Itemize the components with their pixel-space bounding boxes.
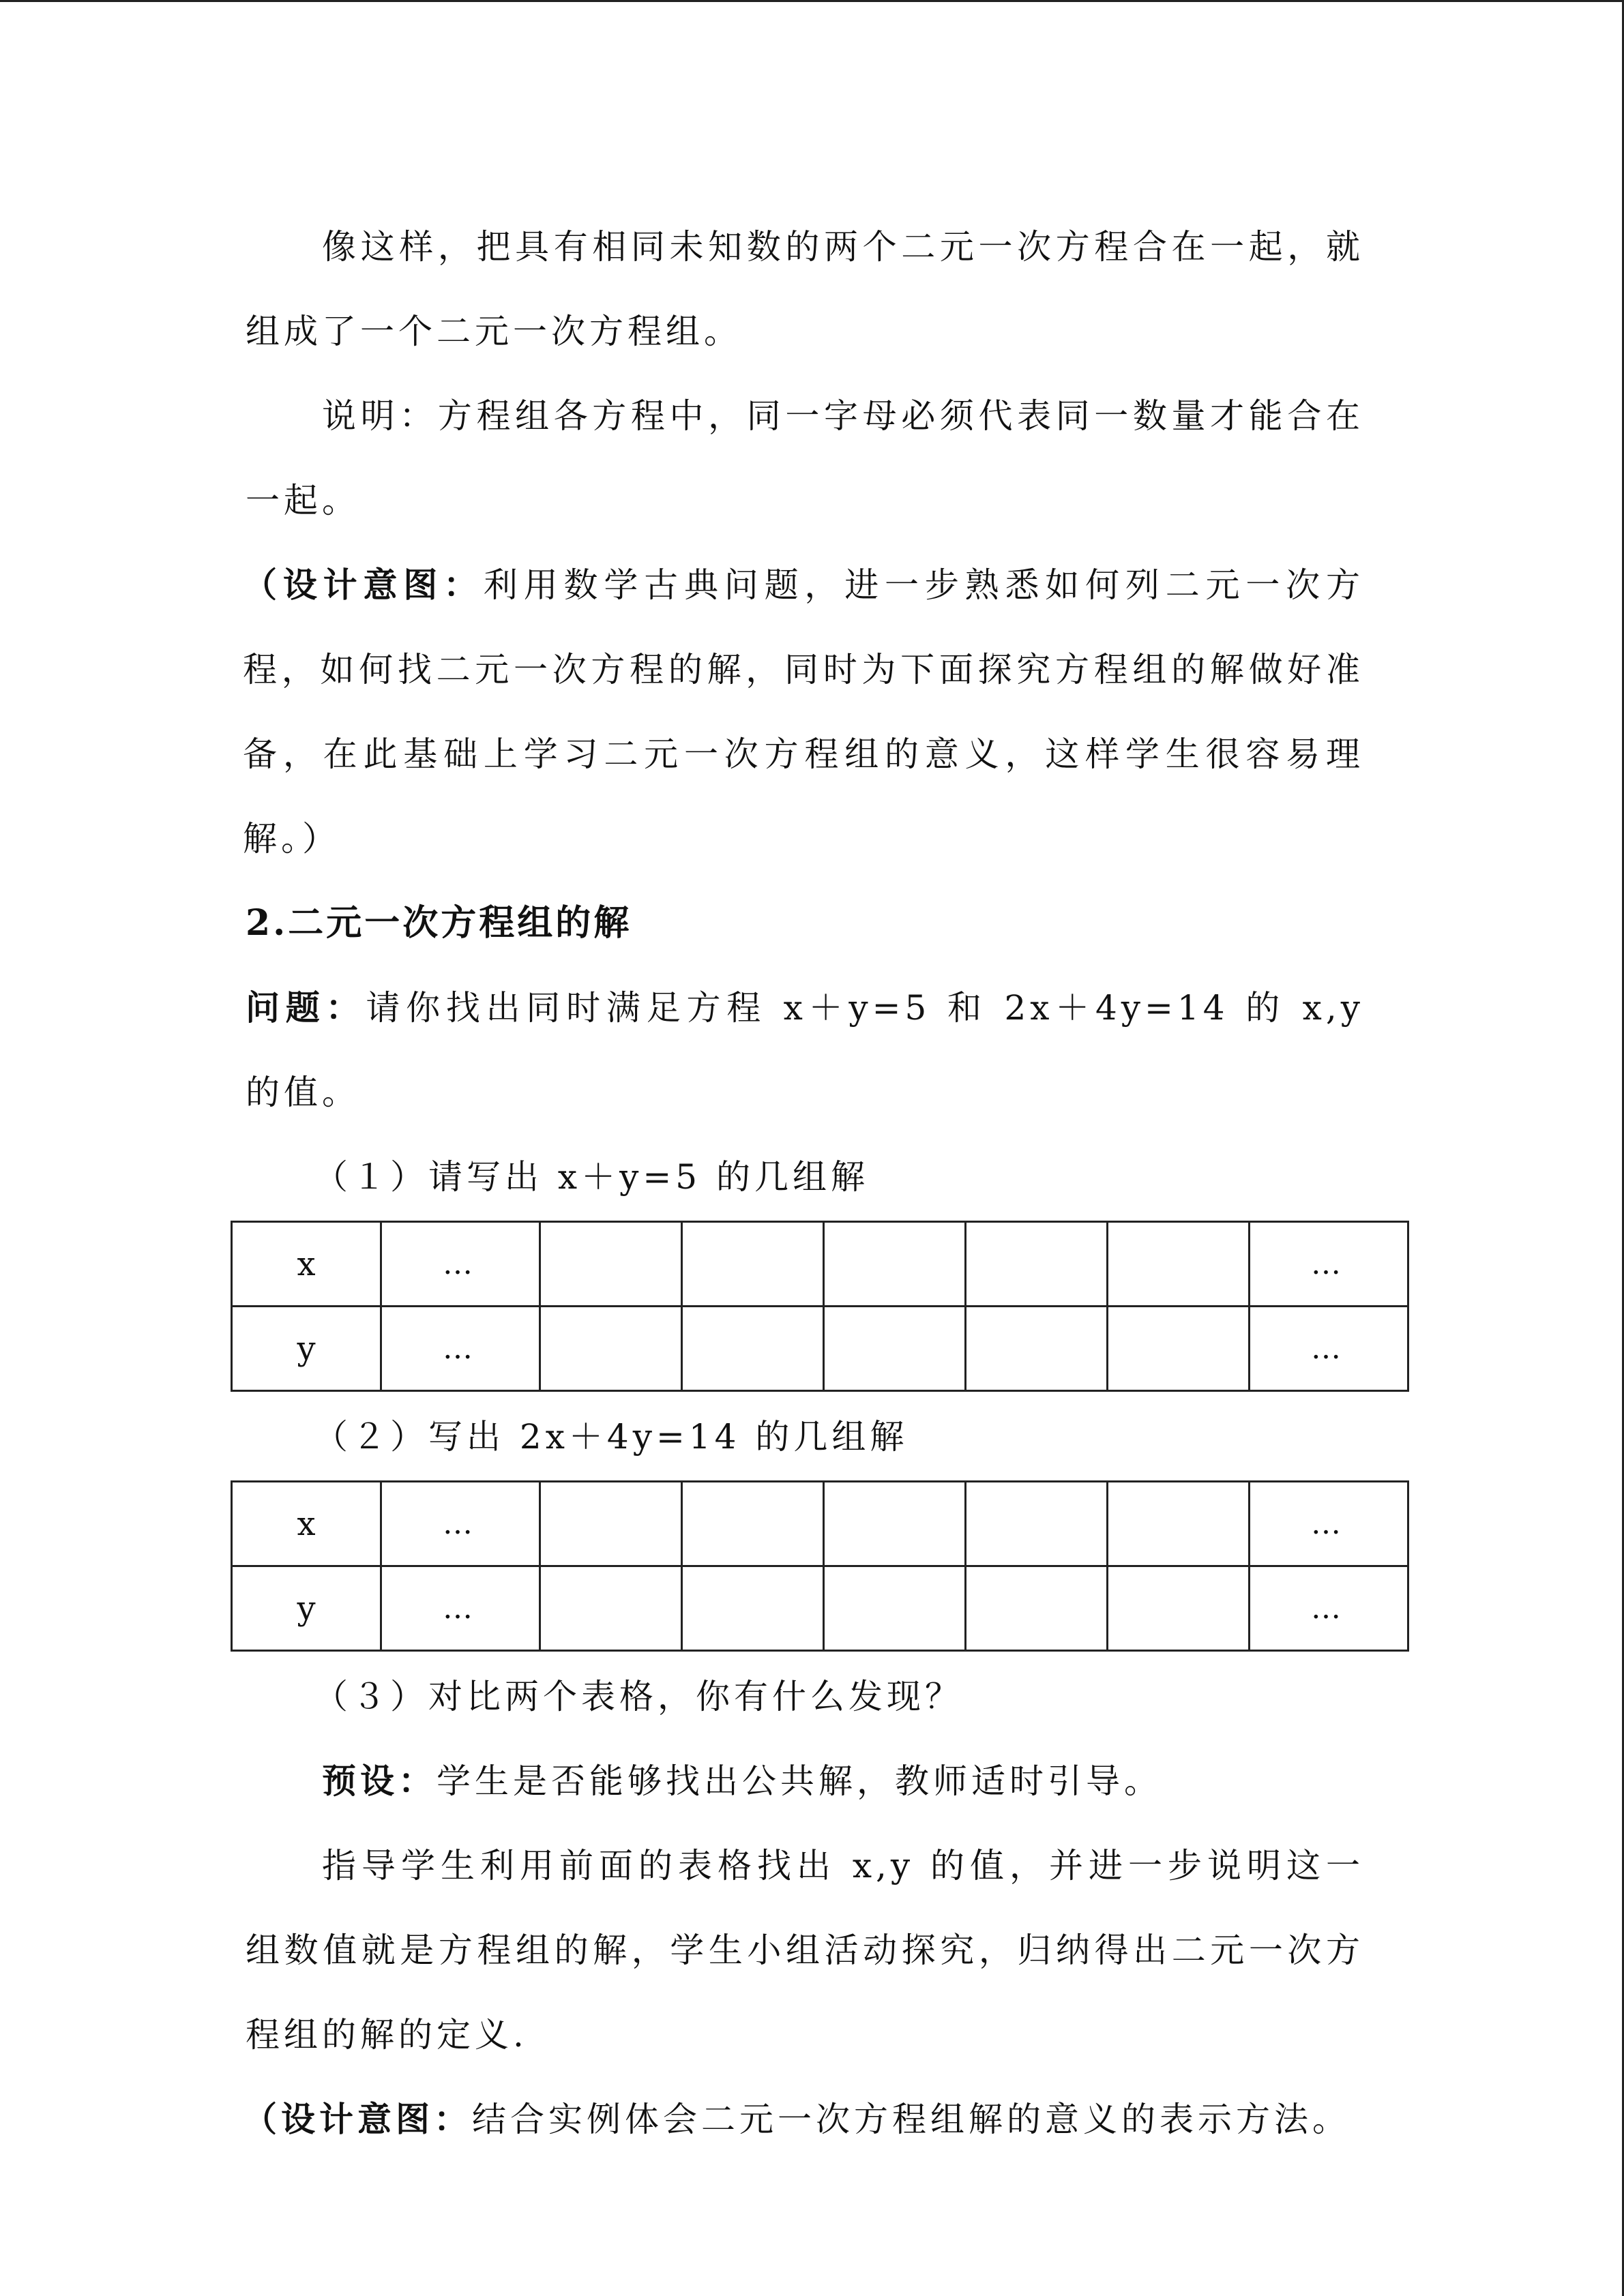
solutions-table-2-wrap: [246, 1480, 1364, 1652]
solutions-table-2: [231, 1480, 1409, 1652]
subquestion-3: （３）对比两个表格，你有什么发现？: [314, 1677, 963, 1716]
design-intent-text: 利用数学古典问题，进一步熟悉如何列二元一次方程，如何找二元一次方程的解，同时为下面探究方程组的解做好准备，在此基础上学习二元一次方程组的意义，这样学生很容易理解。）: [243, 565, 1365, 859]
table-cell: [682, 1482, 824, 1566]
table-cell: [1108, 1222, 1250, 1307]
table-row: [232, 1307, 1408, 1391]
table-cell: …: [1250, 1307, 1408, 1391]
design-intent-label: （设计意图：: [243, 565, 484, 605]
table-cell: …: [381, 1222, 540, 1307]
question-paragraph: [246, 966, 1364, 1135]
table-cell-label: y: [232, 1566, 381, 1651]
table-cell: [540, 1566, 682, 1651]
table-cell: [1108, 1566, 1250, 1651]
table-cell: [1108, 1307, 1250, 1391]
table-cell: …: [381, 1482, 540, 1566]
preset-text: 学生是否能够找出公共解，教师适时引导。: [437, 1761, 1162, 1801]
table-cell-label: x: [232, 1482, 381, 1566]
table-cell: [682, 1307, 824, 1391]
guide-paragraph: 指导学生利用前面的表格找出 x,y 的值，并进一步说明这一组数值就是方程组的解，学生小组活动探究，归纳得出二元一次方程组的解的定义.: [246, 1846, 1364, 2055]
table-cell: [824, 1222, 966, 1307]
table-cell: [966, 1566, 1108, 1651]
table-cell: [682, 1566, 824, 1651]
table-cell: …: [381, 1307, 540, 1391]
design-intent-label: （设计意图：: [243, 2099, 472, 2139]
table-cell: …: [1250, 1222, 1408, 1307]
design-intent-2: [243, 2077, 1364, 2162]
solutions-table-1-wrap: [246, 1221, 1364, 1392]
table-cell: [966, 1482, 1108, 1566]
table-cell: [540, 1222, 682, 1307]
paragraph-note: 说明：方程组各方程中，同一字母必须代表同一数量才能合在一起。: [246, 396, 1364, 520]
table-cell: [966, 1222, 1108, 1307]
table-row: [232, 1482, 1408, 1566]
table-cell: [540, 1482, 682, 1566]
table-cell: [824, 1307, 966, 1391]
question-text: 请你找出同时满足方程 x＋y=5 和 2x＋4y=14 的 x,y 的值。: [246, 988, 1365, 1112]
table-cell: [682, 1222, 824, 1307]
paragraph-definition: 像这样，把具有相同未知数的两个二元一次方程合在一起，就组成了一个二元一次方程组。: [246, 227, 1364, 351]
solutions-table-1: [231, 1221, 1409, 1392]
table-cell: [824, 1482, 966, 1566]
table-cell: [1108, 1482, 1250, 1566]
question-label: 问题：: [246, 987, 366, 1028]
design-intent-1: [243, 543, 1364, 881]
table-cell-label: y: [232, 1307, 381, 1391]
preset-paragraph: [246, 1739, 1364, 1823]
table-cell: …: [1250, 1482, 1408, 1566]
table-cell: …: [381, 1566, 540, 1651]
table-cell: …: [1250, 1566, 1408, 1651]
subquestion-1: （１）请写出 x＋y=5 的几组解: [314, 1157, 869, 1197]
table-cell-label: x: [232, 1222, 381, 1307]
table-cell: [540, 1307, 682, 1391]
table-row: [232, 1222, 1408, 1307]
section-heading: 2.二元一次方程组的解: [246, 902, 632, 944]
design-intent-text: 结合实例体会二元一次方程组解的意义的表示方法。: [472, 2100, 1350, 2139]
document-body: [243, 205, 1365, 2162]
table-cell: [824, 1566, 966, 1651]
preset-label: 预设：: [322, 1761, 437, 1801]
page-border-top: [0, 0, 1624, 2]
table-row: [232, 1566, 1408, 1651]
subquestion-2: （２）写出 2x＋4y=14 的几组解: [314, 1417, 909, 1457]
table-cell: [966, 1307, 1108, 1391]
